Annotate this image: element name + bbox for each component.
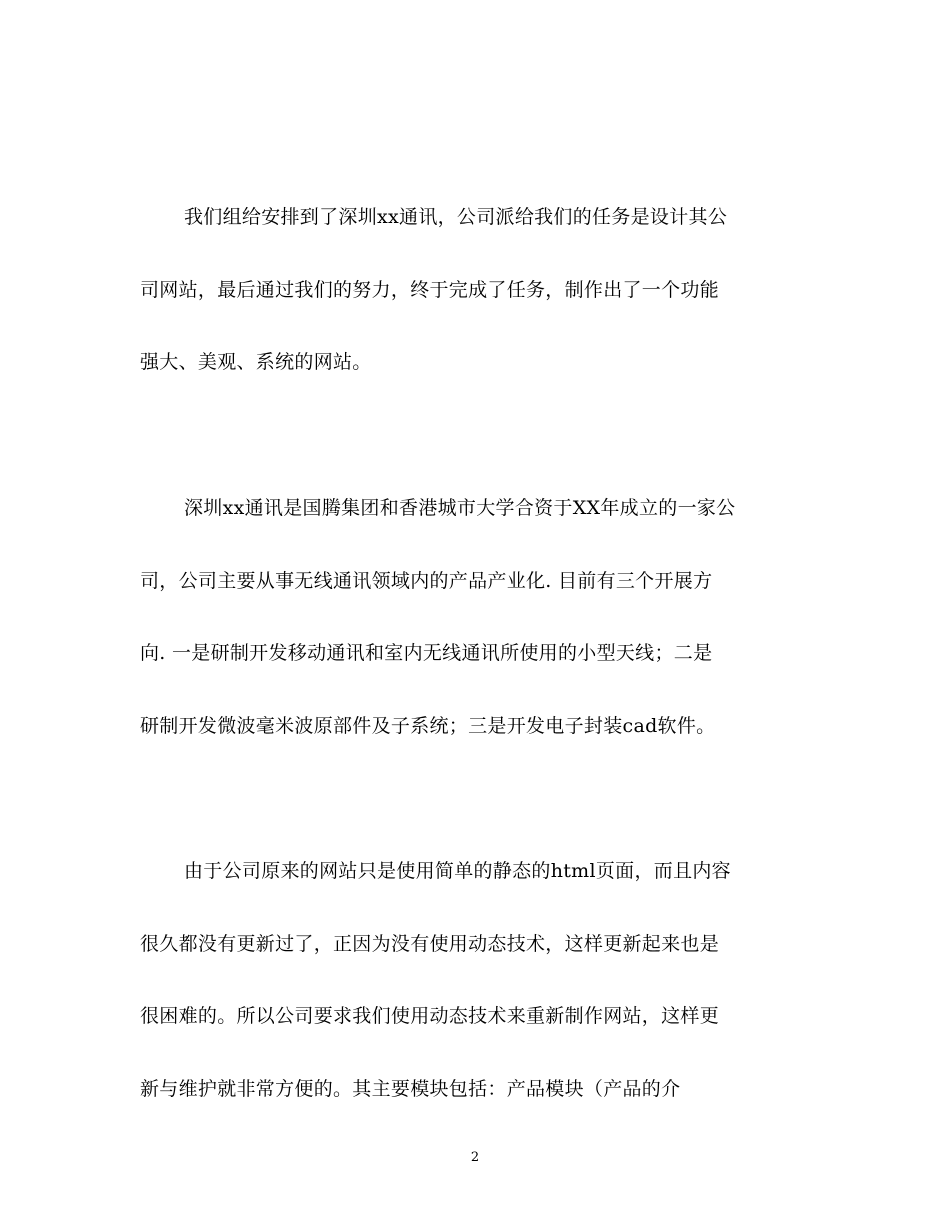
paragraph-1-line-3: 强大、美观、系统的网站。 xyxy=(140,351,372,373)
paragraph-3-line-1: 由于公司原来的网站只是使用简单的静态的html页面，而且内容 xyxy=(184,860,731,882)
paragraph-1-line-1: 我们组给安排到了深圳xx通讯，公司派给我们的任务是设计其公 xyxy=(184,206,728,228)
paragraph-2-line-4: 研制开发微波毫米波原部件及子系统；三是开发电子封装cad软件。 xyxy=(140,715,716,737)
page-number: 2 xyxy=(470,1150,480,1165)
paragraph-2-line-3: 向. 一是研制开发移动通讯和室内无线通讯所使用的小型天线；二是 xyxy=(140,642,713,664)
paragraph-2-line-1: 深圳xx通讯是国腾集团和香港城市大学合资于XX年成立的一家公 xyxy=(184,497,736,519)
paragraph-3-line-3: 很困难的。所以公司要求我们使用动态技术来重新制作网站，这样更 xyxy=(140,1005,720,1027)
paragraph-3-line-2: 很久都没有更新过了，正因为没有使用动态技术，这样更新起来也是 xyxy=(140,933,720,955)
paragraph-2-line-2: 司，公司主要从事无线通讯领域内的产品产业化. 目前有三个开展方 xyxy=(140,570,713,592)
paragraph-3-line-4: 新与维护就非常方便的。其主要模块包括：产品模块（产品的介 xyxy=(140,1078,681,1100)
paragraph-1-line-2: 司网站，最后通过我们的努力，终于完成了任务，制作出了一个功能 xyxy=(140,279,720,301)
